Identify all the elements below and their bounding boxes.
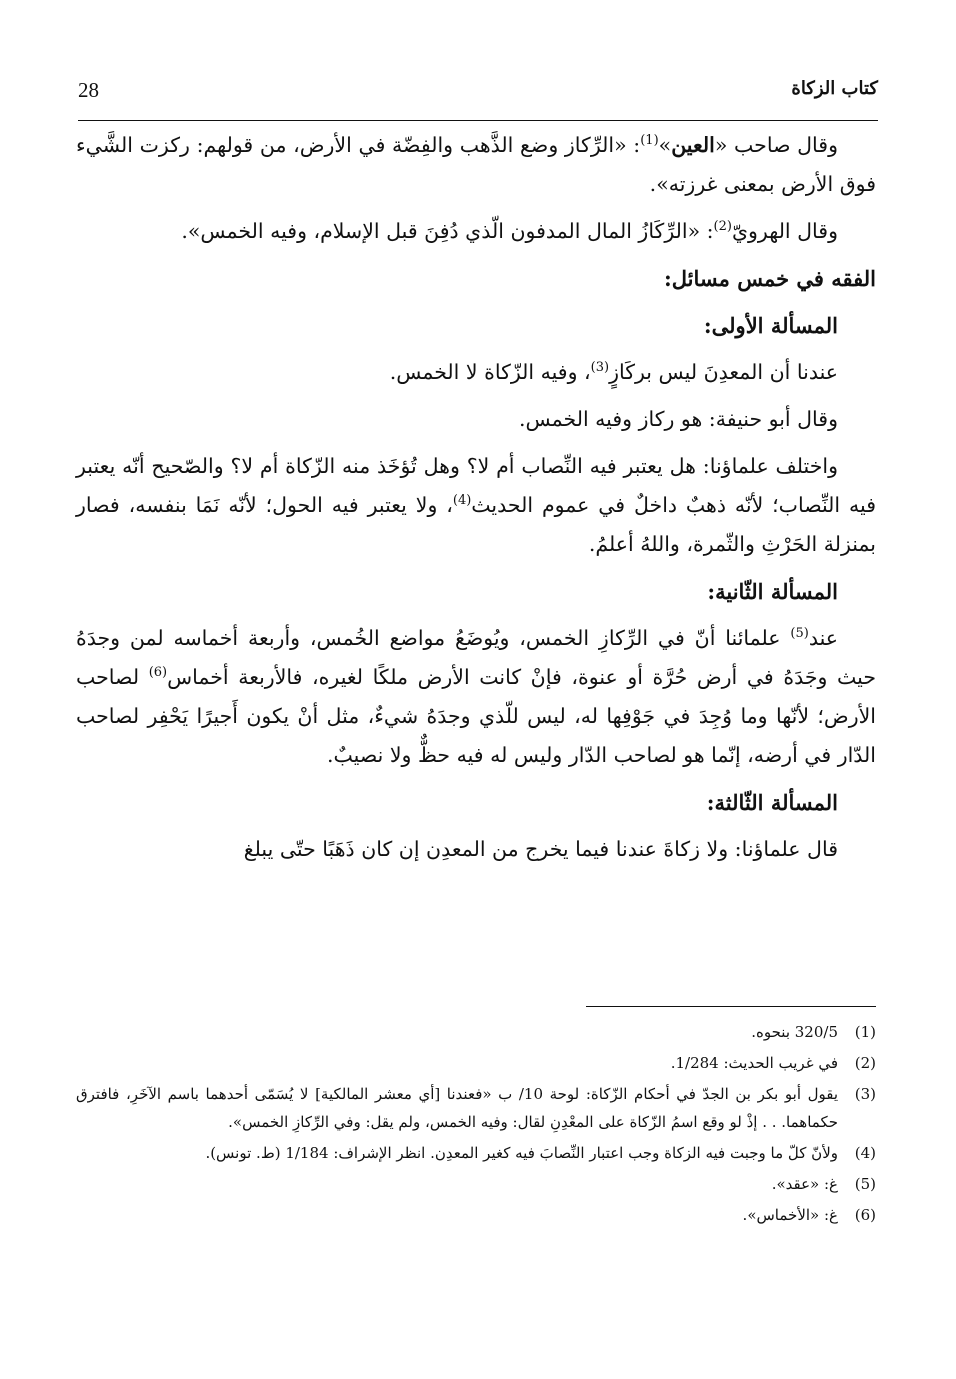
book-title: العين — [671, 133, 715, 157]
footnotes — [76, 1018, 876, 1232]
paragraph-nisab — [76, 447, 876, 564]
text-run: » — [658, 133, 672, 157]
footnote-text: في غريب الحديث: 1/284. — [670, 1054, 838, 1072]
text-run: ، ولا يعتبر فيه الحول؛ لأنّه نَمَا بنفسه، فصار بمنزلة الحَرْثِ والثّمرة، واللهُ أعلمُ. — [76, 493, 876, 556]
footnote — [76, 1170, 876, 1198]
text-run: علمائنا أنّ في الرِّكازِ الخمس، ويُوضَعُ مواضع الخُمس، وأربعة أخماسه لمن وجدَهُ حيث وجَدَهُ في أرض حُرَّة أو عنوة، فإنْ كانت الأرض ملكًا لغيره، فالأربعة أخماس — [76, 626, 877, 689]
footnote — [76, 1201, 876, 1229]
footnote-number: (4) — [854, 1144, 876, 1162]
footnote-text: غ: «الأخماس». — [742, 1206, 838, 1224]
running-title: كتاب الزكاة — [791, 78, 878, 99]
text-run: وقال صاحب « — [714, 133, 838, 157]
footnote — [76, 1049, 876, 1077]
issue-heading-1: المسألة الأولى: — [703, 313, 838, 338]
body-text — [76, 126, 876, 877]
issue-heading-2: المسألة الثّانية: — [707, 579, 838, 604]
footnote-ref: (5) — [790, 626, 809, 642]
footnote-number: (6) — [854, 1206, 876, 1224]
footnote-number: (3) — [854, 1085, 876, 1103]
footnote — [76, 1139, 876, 1167]
footnote-text: ولأنّ كلّ ما وجبت فيه الزكاة وجب اعتبار النِّصابَ فيه كغير المعدِن. انظر الإشراف: 1/184 (ط. تونس). — [205, 1144, 838, 1162]
text-run: : «الرِّكاز وضع الذَّهب والفِضّة في الأرض، من قولهم: ركزت الشَّيء فوق الأرض بمعنى غرزته». — [76, 133, 876, 196]
footnote-number: (2) — [854, 1054, 876, 1072]
footnote-rule — [586, 1006, 876, 1007]
footnote-ref: (6) — [148, 665, 168, 681]
text-run: ، وفيه الزّكاة لا الخمس. — [389, 360, 591, 384]
footnote-number: (1) — [854, 1023, 876, 1041]
footnote — [76, 1080, 876, 1136]
header-rule — [78, 120, 878, 121]
paragraph-mine — [76, 353, 876, 392]
text-run: عند — [808, 626, 838, 650]
page-header — [78, 76, 878, 116]
footnote-ref: (4) — [452, 493, 472, 509]
footnote-text: غ: «عقد». — [771, 1175, 838, 1193]
footnote-text: 320/5 بنحوه. — [751, 1023, 838, 1041]
paragraph-rikaz — [76, 619, 876, 775]
text-run: لصاحب الأرض؛ لأنّها وما وُجِدَ في جَوْفِها له، ليس للّذي وجدَهُ شيءٌ، مثل أنْ يكون أَجيرًا يَحْفِر لصاحب الدّار في أرضه، إنّما هو لصاحب الدّار وليس له فيه حظٌّ ولا نصيبٌ. — [76, 665, 876, 767]
text-run: وقال الهرويّ — [731, 219, 838, 243]
footnote-text: يقول أبو بكر بن الجدّ في أحكام الزّكاة: لوحة 10/ ب «فعندنا [أي معشر المالكية] لا يُسَمّى أحدهما باسم الآخَرِ، فافترق حكماهما. . . إذْ لو وقع اسمُ الزّكاة على المعْدِنِ لقال: وفيه الخمس، ولم يقل: وفي الرِّكازِ الخمس». — [76, 1085, 839, 1131]
footnote-number: (5) — [854, 1175, 876, 1193]
text-run: : «الرِّكَازُ المال المدفون الّذي دُفِنَ قبل الإسلام، وفيه الخمس». — [181, 219, 714, 243]
page-number: 28 — [78, 78, 99, 102]
footnote — [76, 1018, 876, 1046]
paragraph-harawi — [76, 212, 876, 251]
section-heading: الفقه في خمس مسائل: — [664, 266, 876, 291]
paragraph-ayn — [76, 126, 876, 204]
footnote-ref: (1) — [640, 133, 659, 149]
footnote-ref: (2) — [713, 219, 732, 235]
footnote-ref: (3) — [590, 360, 610, 376]
paragraph-abu-hanifa: وقال أبو حنيفة: هو ركاز وفيه الخمس. — [518, 407, 838, 431]
issue-heading-3: المسألة الثّالثة: — [706, 790, 838, 815]
text-run: واختلف علماؤنا: هل يعتبر فيه النِّصاب أم لا؟ وهل تُؤخَذ منه الزّكاة أم لا؟ والصّحيح أنّه يعتبر فيه النِّصاب؛ لأنّه ذهبٌ داخلٌ في عموم الحديث — [76, 454, 876, 517]
text-run: عندنا أن المعدِنَ ليس بركَازٍ — [609, 360, 838, 384]
paragraph-mine-zakat: قال علماؤنا: ولا زكاةَ عندنا فيما يخرج من المعدِن إن كان ذَهَبًا حتّى يبلغ — [243, 837, 838, 861]
